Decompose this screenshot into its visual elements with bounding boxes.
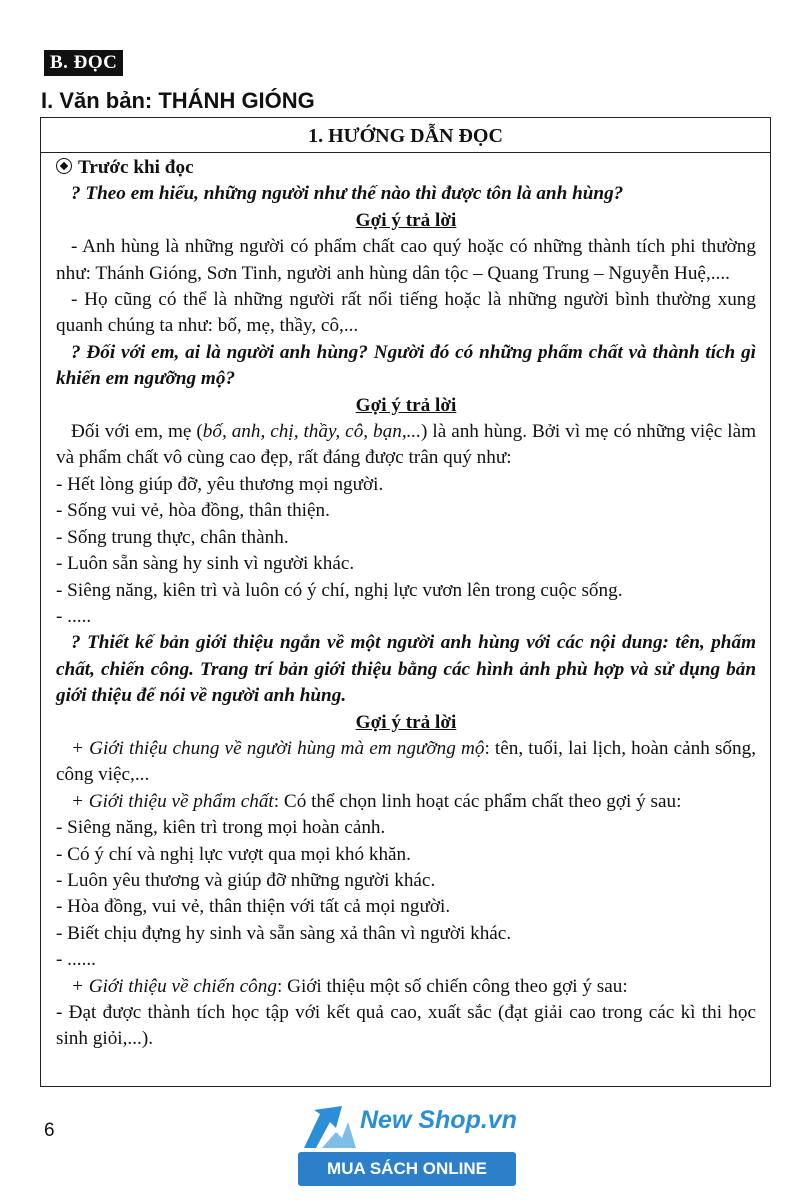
list-item: - Sống vui vẻ, hòa đồng, thân thiện. (56, 500, 330, 522)
section-tag: B. ĐỌC (44, 50, 123, 76)
answer-3-feat-rest: : Giới thiệu một số chiến công theo gợi ý sau: (276, 975, 628, 997)
list-item: - Hết lòng giúp đỡ, yêu thương mọi người. (56, 473, 384, 495)
frame-body (41, 153, 770, 1053)
before-reading-line (56, 155, 756, 181)
list-item: - Có ý chí và nghị lực vượt qua mọi khó khăn. (56, 843, 411, 865)
answer-3-general-rest: : tên, tuổi, lai lịch, hoàn cảnh sống, công việc,... (56, 737, 756, 786)
answer-2-intro-italic: bố, anh, chị, thầy, cô, bạn,... (202, 421, 422, 443)
list-item: - Siêng năng, kiên trì trong mọi hoàn cảnh. (56, 817, 386, 839)
answer-3-quality (56, 789, 756, 815)
question-2: ? Đối với em, ai là người anh hùng? Người đó có những phẩm chất và thành tích gì khiến em ngưỡng mộ? (56, 341, 756, 390)
answer-3-feat (56, 974, 756, 1000)
answer-hint-2: Gợi ý trả lời (355, 394, 457, 416)
list-item: - Biết chịu đựng hy sinh và sẵn sàng xả thân vì người khác. (56, 922, 512, 944)
newshop-arrow-icon (302, 1104, 358, 1150)
reading-guide-frame (40, 117, 771, 1087)
list-item: - Hòa đồng, vui vẻ, thân thiện với tất cả mọi người. (56, 896, 451, 918)
answer-3-quality-italic: + Giới thiệu về phẩm chất (71, 790, 274, 812)
lesson-title: I. Văn bản: THÁNH GIÓNG (41, 88, 315, 113)
answer-2-intro-a: Đối với em, mẹ ( (71, 421, 203, 443)
list-item: - ...... (56, 949, 96, 971)
answer-3-general-italic: + Giới thiệu chung về người hùng mà em ngưỡng mộ (71, 737, 485, 759)
gear-icon (56, 158, 72, 174)
list-item: - Siêng năng, kiên trì và luôn có ý chí, nghị lực vươn lên trong cuộc sống. (56, 579, 623, 601)
list-item: - Sống trung thực, chân thành. (56, 526, 289, 548)
list-item: - ..... (56, 605, 92, 627)
list-item: - Đạt được thành tích học tập với kết quả cao, xuất sắc (đạt giải cao trong các kì thi học sinh giỏi,...). (56, 1002, 756, 1050)
answer-1-paragraph-1: - Anh hùng là những người có phẩm chất cao quý hoặc có những thành tích phi thường như: Thánh Gióng, Sơn Tinh, người anh hùng dân tộc – Quang Trung – Nguyễn Huệ,.... (56, 236, 756, 284)
list-item: - Luôn yêu thương và giúp đỡ những người khác. (56, 869, 436, 891)
answer-3-feat-italic: + Giới thiệu về chiến công (71, 975, 277, 997)
answer-1-paragraph-2: - Họ cũng có thể là những người rất nổi tiếng hoặc là những người bình thường xung quanh chúng ta như: bố, mẹ, thầy, cô,... (56, 289, 756, 337)
answer-3-general (56, 736, 756, 789)
question-3: ? Thiết kế bản giới thiệu ngắn về một người anh hùng với các nội dung: tên, phẩm chất, chiến công. Trang trí bản giới thiệu bằng các hình ảnh phù hợp và sử dụng bản giới thiệu để nói về người anh hùng. (56, 632, 756, 707)
answer-2-intro (56, 419, 756, 472)
page-number: 6 (44, 1120, 55, 1141)
before-reading-label: Trước khi đọc (78, 157, 194, 178)
answer-3-quality-rest: : Có thể chọn linh hoạt các phẩm chất theo gợi ý sau: (273, 790, 682, 812)
question-1: ? Theo em hiểu, những người như thế nào thì được tôn là anh hùng? (71, 183, 624, 205)
list-item: - Luôn sẵn sàng hy sinh vì người khác. (56, 553, 355, 575)
answer-2-intro-b: ) là anh hùng. Bởi vì mẹ có những việc làm và phẩm chất vô cùng cao đẹp, rất đáng được trân quý như: (56, 421, 757, 469)
logo-text: New Shop.vn (360, 1106, 517, 1134)
answer-hint-3: Gợi ý trả lời (355, 711, 457, 733)
frame-heading: 1. HƯỚNG DẪN ĐỌC (41, 118, 770, 153)
buy-books-online-button[interactable]: MUA SÁCH ONLINE (298, 1152, 516, 1186)
answer-hint-1: Gợi ý trả lời (355, 209, 457, 231)
newshop-logo[interactable] (298, 1100, 520, 1190)
